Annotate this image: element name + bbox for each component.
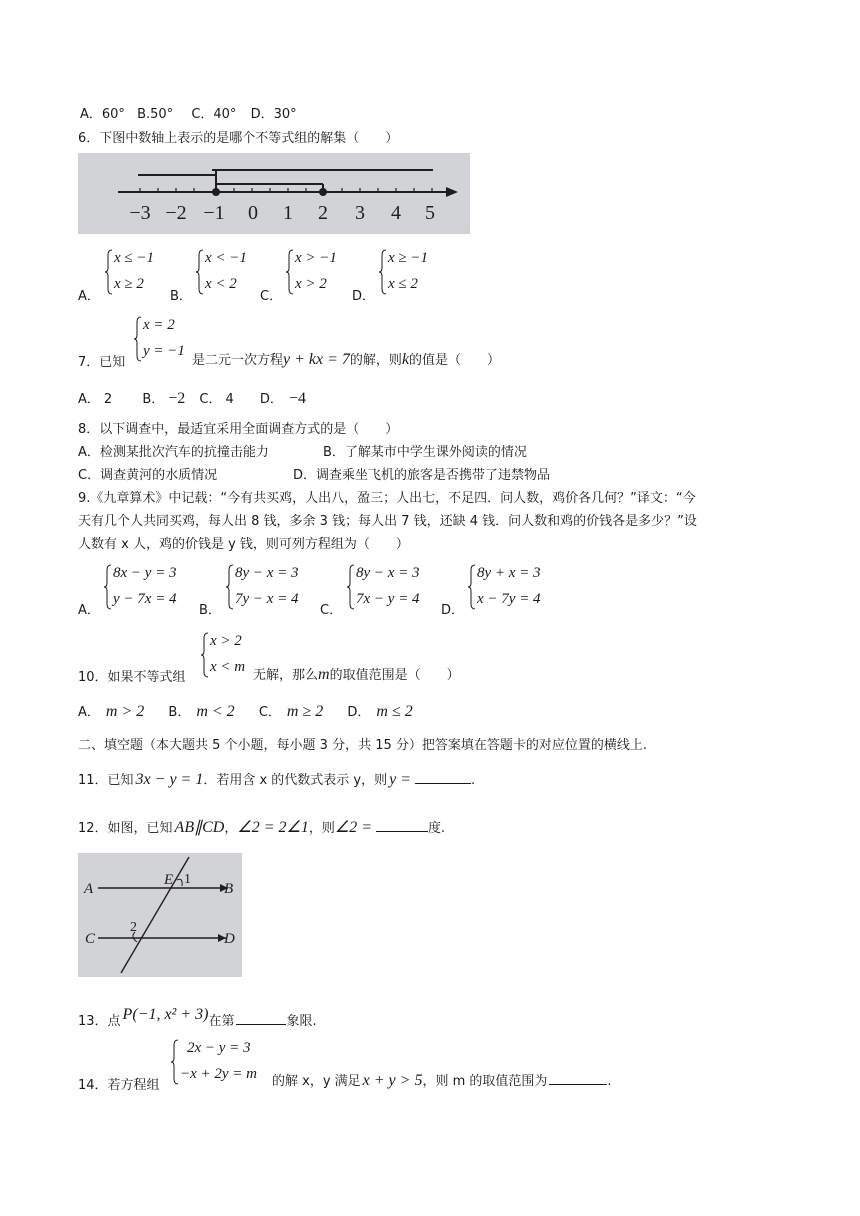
q11-lhs: y = [389,771,412,788]
q14-mid: 的解 x，y 满足 [272,1074,361,1089]
label-d: D [224,931,235,947]
q6-option-b-system [196,249,266,295]
q6-option-d-label: D． [352,289,376,304]
brace-icon [226,564,234,610]
system-row-1: x ≤ −1 [114,250,155,266]
q7-mid2: 的解，则 [349,353,402,368]
q7-mid: 是二元一次方程 [192,353,284,368]
q5-options [80,106,297,124]
system-row-2: x > 2 [295,276,327,292]
q6-option-a-system [105,249,175,295]
q10-tail: 的取值范围是（ ） [329,668,460,683]
q11-prefix: 11．已知 [78,773,134,788]
q12 [78,817,445,838]
q5-option-d: D．30° [250,107,297,122]
q12-sep: ， [224,821,238,836]
q7-option-c-value: 4 [225,392,234,407]
q7-k: k [401,351,410,368]
section-2-heading: 二、填空题（本大题共 5 个小题，每小题 3 分，共 15 分）把答案填在答题卡的对应位置的横线上. [78,738,648,753]
brace-icon [201,632,209,678]
q11-tail: . [471,773,476,788]
q11-mid: ．若用含 x 的代数式表示 y，则 [203,773,388,788]
q10-option-c-label: C． [258,705,281,720]
brace-icon [468,564,476,610]
tick-label: −2 [165,202,187,224]
q9-option-a-label: A． [78,603,100,618]
q10-option-a-value: m > 2 [105,703,145,720]
q9-option-c-label: C． [320,603,343,618]
q13-tail: 象限. [286,1014,317,1029]
q13-answer-blank[interactable] [236,1010,286,1025]
q11-equation: 3x − y = 1 [135,771,204,788]
q14-prefix: 14．若方程组 [78,1078,160,1093]
label-c: C [85,931,96,947]
tick-label: 1 [283,202,293,224]
system-row-1: x > −1 [295,250,337,266]
q7-tail: 的值是（ ） [409,353,501,368]
system-row-1: x = 2 [143,317,175,333]
q8-option-d: D．调查乘坐飞机的旅客是否携带了违禁物品 [293,468,551,483]
brace-icon [347,564,355,610]
q14-end: . [607,1074,612,1089]
q12-prefix: 12．如图，已知 [78,821,173,836]
q12-tail: 度. [427,821,446,836]
q12-parallel-lines-figure [78,853,242,977]
q13-prefix: 13．点 [78,1014,121,1029]
tick-label: 5 [425,202,435,224]
q6-option-a-label: A． [78,289,100,304]
q9-option-a-system [104,564,194,610]
system-row-2: 7y − x = 4 [235,591,299,607]
brace-icon [171,1039,179,1085]
q10-option-d-value: m ≤ 2 [376,703,413,720]
q10-text [253,664,460,684]
angle-1-label: 1 [184,872,191,887]
system-row-2: x ≥ 2 [114,276,144,292]
system-row-1: x > 2 [210,633,242,649]
q11-answer-blank[interactable] [415,769,471,784]
q7-equation: y + kx = 7 [283,351,350,368]
brace-icon [105,249,113,295]
q7-option-a-label: A． [78,392,100,407]
tick-label: 3 [355,202,365,224]
q7-prefix: 7．已知 [78,355,126,370]
q9-option-d-label: D． [441,603,465,618]
q8-option-b: B．了解某市中学生课外阅读的情况 [323,445,527,460]
label-e: E [164,872,174,888]
brace-icon [104,564,112,610]
q14-system [171,1039,271,1085]
tick-label: −3 [129,202,151,224]
system-row-2: 7x − y = 4 [356,591,420,607]
q7-system [134,316,194,362]
brace-icon [134,316,142,362]
q7-option-b-value: −2 [168,390,186,407]
q9-line-3: 人数有 x 人，鸡的价钱是 y 钱，则可列方程组为（ ） [78,537,409,552]
q5-option-a: A．60° [80,107,125,122]
system-row-1: 2x − y = 3 [187,1040,251,1056]
system-row-2: x − 7y = 4 [477,591,541,607]
brace-icon [196,249,204,295]
q7-option-d-value: −4 [288,390,306,407]
angle-2-label: 2 [130,920,137,935]
q10-option-c-value: m ≥ 2 [286,703,324,720]
q14-answer-blank[interactable] [549,1070,607,1085]
system-row-1: x < −1 [205,250,247,266]
q9-option-b-label: B． [199,603,221,618]
system-row-2: −x + 2y = m [180,1066,258,1082]
q7-option-b-label: B． [142,392,165,407]
system-row-2: x < 2 [205,276,237,292]
q12-mid: ，则 [308,821,335,836]
q7-option-c-label: C． [199,392,222,407]
q6-option-b-label: B． [170,289,192,304]
q10-option-b-value: m < 2 [196,703,235,720]
tick-label: 2 [318,202,328,224]
system-row-2: x < m [210,659,246,675]
q12-parallel: AB∥CD [174,819,225,836]
brace-icon [286,249,294,295]
q14-tail: ，则 m 的取值范围为 [422,1074,548,1089]
q10-system [201,632,261,678]
q7-option-a-value: 2 [103,392,113,407]
system-row-1: 8y − x = 3 [356,565,420,581]
label-b: B [224,881,234,897]
q9-line-2: 天有几个人共同买鸡，每人出 8 钱，多余 3 钱；每人出 7 钱，还缺 4 钱．问人数和鸡的价钱各是多少？”设 [78,514,697,529]
q10-option-a-label: A． [78,705,100,720]
q13-mid: 在第 [208,1014,235,1029]
number-line-svg [78,153,470,234]
q7-option-d-label: D． [259,392,283,407]
q5-option-c: C．40° [191,107,237,122]
q9-line-1: 9.《九章算术》中记载：“今有共买鸡，人出八，盈三；人出七，不足四．问人数，鸡价各几何？”译文：“今 [78,491,696,506]
system-row-2: x ≤ 2 [388,276,418,292]
tick-label: 0 [248,202,258,224]
q12-answer-blank[interactable] [376,817,428,832]
q6-option-d-system [379,249,449,295]
q9-option-c-system [347,564,437,610]
q7-text [192,349,500,369]
system-row-1: 8y − x = 3 [235,565,299,581]
q10-option-b-label: B． [168,705,191,720]
q7-options [78,390,306,409]
tick-label: 4 [391,202,401,224]
system-row-2: y − 7x = 4 [113,591,177,607]
system-row-2: y = −1 [143,343,185,359]
tick-label: −1 [203,202,225,224]
q13-point: P(−1, x² + 3) [122,1006,209,1023]
q10-option-d-label: D． [347,705,371,720]
q6-option-c-label: C． [260,289,283,304]
q10-options [78,703,413,722]
q11 [78,769,475,790]
q9-option-b-system [226,564,316,610]
q8-option-a: A．检测某批次汽车的抗撞击能力 [78,445,269,460]
q6-number-line-figure [78,153,470,234]
q6-stem: 6．下图中数轴上表示的是哪个不等式组的解集（ ） [78,131,399,146]
q14-text [272,1070,612,1090]
parallel-lines-svg [78,853,242,977]
q9-option-d-system [468,564,558,610]
system-row-1: x ≥ −1 [388,250,429,266]
system-row-1: 8y + x = 3 [477,565,541,581]
q8-stem: 8．以下调查中，最适宜采用全面调查方式的是（ ） [78,422,399,437]
q10-prefix: 10．如果不等式组 [78,670,186,685]
q8-option-c: C．调查黄河的水质情况 [78,468,218,483]
label-a: A [84,881,94,897]
brace-icon [379,249,387,295]
system-row-1: 8x − y = 3 [113,565,177,581]
q6-option-c-system [286,249,356,295]
q5-option-b: B.50° [137,107,174,122]
q13 [78,1004,317,1029]
q12-ask: ∠2 = [334,819,372,836]
q10-m: m [318,666,330,683]
q12-condition: ∠2 = 2∠1 [237,819,309,836]
q10-mid: 无解，那么 [253,668,319,683]
q14-condition: x + y > 5 [362,1072,423,1089]
